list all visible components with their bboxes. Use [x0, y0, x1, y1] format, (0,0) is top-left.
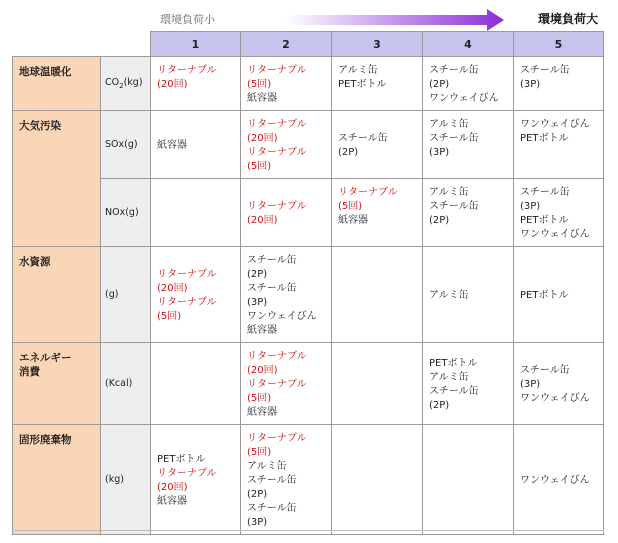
container-label: リターナブル [157, 65, 217, 76]
rank-cell [151, 111, 241, 179]
container-label: アルミ缶 [247, 461, 287, 472]
container-label: リターナブル [247, 379, 307, 390]
column-header: 5 [514, 32, 604, 57]
container-label: アルミ缶 [429, 372, 469, 383]
category-label: 固形廃棄物 [19, 434, 72, 446]
container-label: スチール缶 [520, 65, 570, 76]
unit-label: (g) [105, 289, 119, 300]
unit-cell [101, 425, 151, 535]
unit-suffix: (kg) [123, 77, 143, 89]
rank-cell [151, 179, 241, 247]
rank-cell [241, 179, 332, 247]
container-label: (5回) [247, 161, 272, 172]
unit-cell [101, 247, 151, 343]
rank-cell [332, 179, 423, 247]
rank-cell [423, 57, 514, 111]
container-label: ワンウェイびん [429, 93, 499, 104]
category-label: 地球温暖化 [19, 66, 72, 78]
table-row [13, 57, 604, 111]
column-header: 1 [151, 32, 241, 57]
container-label: (3P) [520, 379, 541, 390]
container-label: (2P) [429, 79, 450, 90]
unit-label: NOx(g) [105, 207, 139, 218]
rank-cell [514, 179, 604, 247]
container-label: リターナブル [247, 433, 307, 444]
container-label: リターナブル [157, 297, 217, 308]
container-label: アルミ缶 [338, 65, 378, 76]
container-label: (2P) [429, 400, 450, 411]
rank-cell [332, 425, 423, 535]
column-header: 4 [423, 32, 514, 57]
rank-cell [514, 425, 604, 535]
bottom-rule [12, 530, 604, 531]
container-label: PETボトル [520, 290, 569, 301]
container-label: (20回) [157, 482, 188, 493]
rank-cell [241, 111, 332, 179]
container-label: (2P) [247, 269, 268, 280]
column-header: 3 [332, 32, 423, 57]
unit-subscript: 2 [119, 81, 124, 90]
container-label: リターナブル [157, 269, 217, 280]
impact-ranking-table [12, 31, 604, 535]
table-row [13, 247, 604, 343]
container-label: リターナブル [247, 147, 307, 158]
category-label: 水資源 [19, 256, 51, 268]
container-label: リターナブル [247, 351, 307, 362]
category-label: 消費 [19, 366, 40, 378]
container-label: (3P) [247, 517, 268, 528]
container-label: 紙容器 [247, 325, 277, 336]
category-cell [13, 343, 101, 425]
unit-label: (kg) [105, 474, 124, 485]
container-label: ワンウェイびん [520, 393, 590, 404]
container-label: スチール缶 [247, 475, 297, 486]
container-label: アルミ缶 [429, 187, 469, 198]
container-label: リターナブル [247, 201, 307, 212]
rank-cell [151, 57, 241, 111]
container-label: リターナブル [247, 119, 307, 130]
table-row [13, 343, 604, 425]
column-header: 2 [241, 32, 332, 57]
container-label: (20回) [157, 283, 188, 294]
rank-cell [514, 343, 604, 425]
rank-cell [332, 247, 423, 343]
rank-cell [514, 111, 604, 179]
rank-cell [423, 425, 514, 535]
rank-cell [151, 343, 241, 425]
container-label: ワンウェイびん [520, 475, 590, 486]
container-label: PETボトル [338, 79, 387, 90]
rank-cell [332, 343, 423, 425]
container-label: (5回) [247, 447, 272, 458]
container-label: PETボトル [520, 133, 569, 144]
high-load-label: 環境負荷大 [537, 12, 598, 26]
container-label: (5回) [247, 393, 272, 404]
unit-cell [101, 57, 151, 111]
category-cell [13, 111, 101, 247]
container-label: (2P) [247, 489, 268, 500]
container-label: ワンウェイびん [520, 119, 590, 130]
low-load-label: 環境負荷小 [160, 13, 215, 26]
rank-cell [514, 247, 604, 343]
container-label: リターナブル [247, 65, 307, 76]
unit-cell [101, 111, 151, 179]
unit-cell [101, 343, 151, 425]
category-label: エネルギー [19, 352, 72, 364]
rank-cell [151, 247, 241, 343]
container-label: (3P) [520, 201, 541, 212]
container-label: リターナブル [338, 187, 398, 198]
container-label: スチール缶 [338, 133, 388, 144]
container-label: (3P) [429, 147, 450, 158]
container-label: スチール缶 [520, 365, 570, 376]
container-label: スチール缶 [429, 201, 479, 212]
unit-label: SOx(g) [105, 139, 138, 150]
container-label: (3P) [247, 297, 268, 308]
category-cell [13, 57, 101, 111]
environment-load-arrow [152, 8, 600, 32]
rank-cell [241, 57, 332, 111]
container-label: スチール缶 [247, 255, 297, 266]
container-label: スチール缶 [247, 503, 297, 514]
container-label: PETボトル [520, 215, 569, 226]
container-label: (3P) [520, 79, 541, 90]
unit-cell [101, 179, 151, 247]
container-label: 紙容器 [338, 215, 368, 226]
container-label: PETボトル [429, 358, 478, 369]
container-label: (2P) [429, 215, 450, 226]
rank-cell [423, 179, 514, 247]
rank-cell [423, 247, 514, 343]
container-label: ワンウェイびん [520, 229, 590, 240]
rank-cell [241, 343, 332, 425]
container-label: (20回) [247, 365, 278, 376]
table-row [13, 425, 604, 535]
container-label: スチール缶 [429, 386, 479, 397]
container-label: (20回) [247, 133, 278, 144]
rank-cell [423, 343, 514, 425]
table-row [13, 179, 604, 247]
container-label: リターナブル [157, 468, 217, 479]
container-label: (5回) [247, 79, 272, 90]
rank-cell [514, 57, 604, 111]
rank-cell [423, 111, 514, 179]
container-label: アルミ缶 [429, 119, 469, 130]
category-cell [13, 425, 101, 535]
container-label: スチール缶 [520, 187, 570, 198]
container-label: 紙容器 [157, 496, 187, 507]
container-label: (5回) [157, 311, 182, 322]
container-label: (5回) [338, 201, 363, 212]
rank-cell [241, 247, 332, 343]
container-label: スチール缶 [429, 65, 479, 76]
rank-cell [332, 57, 423, 111]
container-label: (20回) [247, 215, 278, 226]
container-label: ワンウェイびん [247, 311, 317, 322]
unit-label: (Kcal) [105, 378, 133, 389]
container-label: PETボトル [157, 454, 206, 465]
rank-cell [241, 425, 332, 535]
rank-cell [151, 425, 241, 535]
category-cell [13, 247, 101, 343]
container-label: スチール缶 [247, 283, 297, 294]
blank-corner [13, 32, 151, 57]
container-label: (2P) [338, 147, 359, 158]
container-label: アルミ缶 [429, 290, 469, 301]
rank-cell [332, 111, 423, 179]
container-label: 紙容器 [247, 93, 277, 104]
column-header-row [13, 32, 604, 57]
unit-label: CO [105, 77, 120, 89]
container-label: 紙容器 [157, 140, 187, 151]
container-label: スチール缶 [429, 133, 479, 144]
container-label: 紙容器 [247, 407, 277, 418]
container-label: (20回) [157, 79, 188, 90]
category-label: 大気汚染 [19, 120, 61, 132]
table-row [13, 111, 604, 179]
